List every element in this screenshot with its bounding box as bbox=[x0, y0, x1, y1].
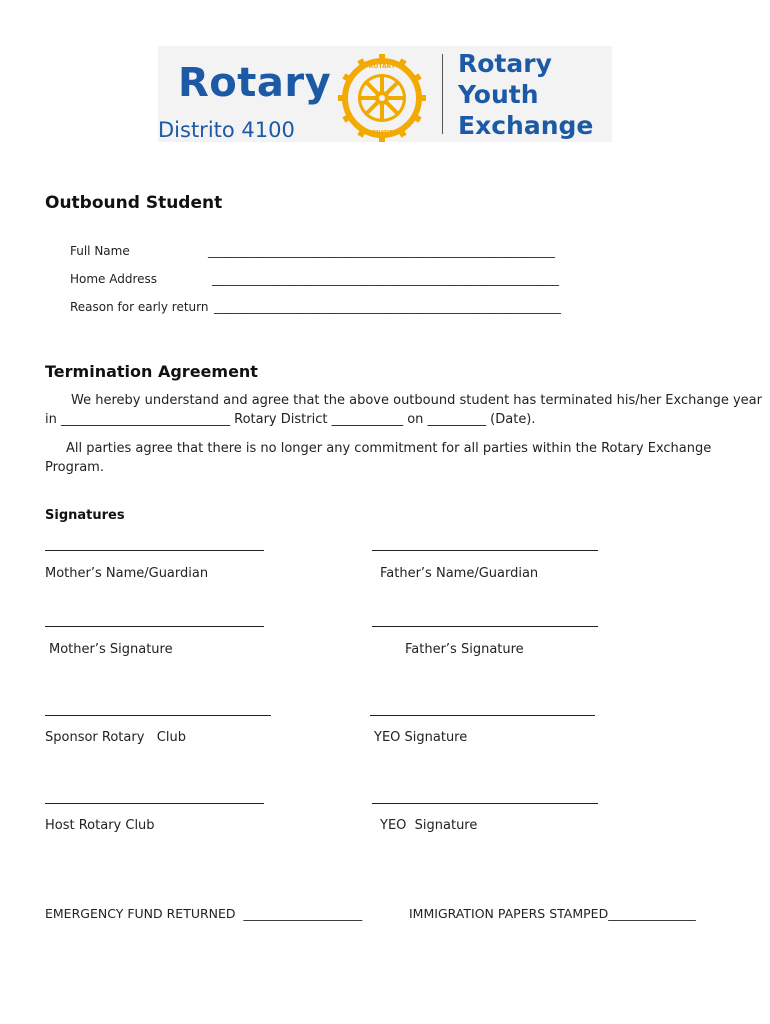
ryex-line-1: Rotary bbox=[458, 49, 552, 78]
sponsor-club-label: Sponsor Rotary Club bbox=[45, 730, 186, 745]
rotary-logo-banner bbox=[158, 46, 612, 142]
yeo-signature-label: YEO Signature bbox=[374, 730, 468, 745]
sponsor-club-line[interactable] bbox=[45, 715, 271, 716]
reason-field[interactable]: _______________________________________________________________ bbox=[214, 300, 561, 314]
signatures-heading: Signatures bbox=[45, 508, 125, 523]
ryex-line-2: Youth bbox=[458, 80, 539, 109]
mother-name-label: Mother’s Name/Guardian bbox=[45, 566, 209, 581]
termination-heading: Termination Agreement bbox=[45, 362, 258, 381]
reason-label: Reason for early return bbox=[70, 300, 209, 314]
father-signature-label: Father’s Signature bbox=[405, 642, 524, 657]
logo-youth-exchange bbox=[458, 48, 593, 141]
yeo-signature-2-line[interactable] bbox=[372, 803, 598, 804]
parties-line-1: All parties agree that there is no longer any commitment for all parties within the Rotary Exchange bbox=[66, 441, 712, 456]
mother-signature-line[interactable] bbox=[45, 626, 264, 627]
father-name-line[interactable] bbox=[372, 550, 598, 551]
parties-line-2: Program. bbox=[45, 460, 104, 475]
yeo-signature-2-label: YEO Signature bbox=[380, 818, 478, 833]
wheel-top-text: ROTARY bbox=[368, 63, 396, 70]
home-address-field[interactable]: _______________________________________________________________ bbox=[212, 272, 559, 286]
father-signature-line[interactable] bbox=[372, 626, 598, 627]
father-name-label: Father’s Name/Guardian bbox=[380, 566, 539, 581]
ryex-line-3: Exchange bbox=[458, 111, 594, 140]
outbound-student-heading: Outbound Student bbox=[45, 193, 223, 213]
yeo-signature-line[interactable] bbox=[370, 715, 595, 716]
full-name-label: Full Name bbox=[70, 244, 130, 258]
rotary-wheel-icon bbox=[336, 52, 428, 144]
immigration-papers-stamped[interactable]: IMMIGRATION PAPERS STAMPED______________ bbox=[409, 906, 696, 921]
mother-name-line[interactable] bbox=[45, 550, 264, 551]
full-name-field[interactable]: _______________________________________________________________ bbox=[208, 244, 555, 258]
home-address-label: Home Address bbox=[70, 272, 158, 286]
agreement-line-1: We hereby understand and agree that the above outbound student has terminated his/her Exchange year bbox=[71, 393, 762, 408]
mother-signature-label: Mother’s Signature bbox=[49, 642, 173, 657]
host-club-line[interactable] bbox=[45, 803, 264, 804]
host-club-label: Host Rotary Club bbox=[45, 818, 155, 833]
logo-rotary-wordmark: Rotary bbox=[178, 60, 332, 106]
emergency-fund-returned[interactable]: EMERGENCY FUND RETURNED ___________________ bbox=[45, 906, 363, 921]
logo-divider bbox=[442, 54, 443, 134]
wheel-bottom-text: INTERNATIONAL bbox=[359, 130, 405, 136]
agreement-line-2[interactable]: in __________________________ Rotary District ___________ on _________ (Date). bbox=[45, 412, 536, 427]
logo-district-text: Distrito 4100 bbox=[158, 118, 295, 142]
